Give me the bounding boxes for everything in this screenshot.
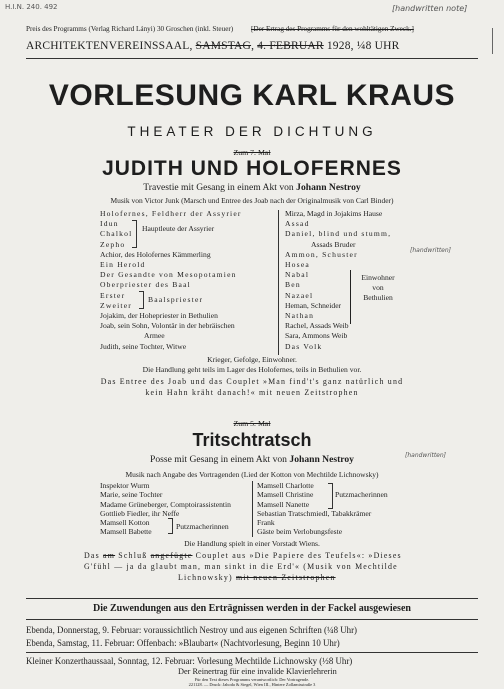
price-text: Preis des Programms (Verlag Richard Lányi) 30 Groschen (inkl. Steuer) (26, 25, 234, 33)
cast-role: Mamsell Christine (257, 490, 314, 500)
cast-role: Oberpriester des Baal (100, 280, 191, 290)
cast-role: Nazael (285, 290, 314, 300)
play1-setting: Die Handlung geht teils im Lager des Holofernes, teils in Bethulien vor. (142, 365, 362, 374)
einwohner-label: Einwohner von Bethulien (361, 273, 395, 303)
brace-bar (350, 270, 351, 324)
hall-day-struck: SAMSTAG (195, 40, 252, 52)
play1-entree-1: Das Entree des Joab und das Couplet »Man find't's ganz natürlich und (100, 377, 404, 386)
cast-role: Chalkol (100, 229, 133, 239)
cast-role: Das Volk (285, 341, 323, 351)
cast-role: Ein Herold (100, 260, 146, 270)
cast-role: Frank (257, 518, 275, 528)
performance-count-2: Zum 5. Mal (233, 419, 271, 428)
putzmacherinnen-right: Putzmacherinnen (335, 490, 388, 499)
cast-role: Armee (144, 331, 165, 341)
baalspriester-label: Baalspriester (148, 295, 204, 304)
play2-schluss-2: G'fühl — ja da glaubt man, man sinkt in die Erd'« (Musik von Mechtilde (84, 562, 398, 571)
konzert-note: Der Reinertrag für eine invalide Klavierlehrerin (178, 667, 337, 676)
cast-role: Achior, des Holofernes Kämmerling (100, 249, 211, 259)
cast-role: Ben (285, 280, 301, 290)
cast-role: Zweiter (100, 300, 133, 310)
putzmacherinnen-left: Putzmacherinnen (176, 522, 229, 531)
play1-title: JUDITH UND HOLOFERNES (102, 157, 402, 180)
footer-line-1: Für den Text dieses Programms verantwortlich: Der Vortragende. (194, 677, 310, 682)
play1-music: Musik von Victor Junk (Marsch und Entree des Joab nach der Originalmusik von Carl Binder) (110, 196, 394, 205)
cast-role: Sebastian Tratschmiedl, Tabakkrämer (257, 508, 372, 518)
cast-role: Sara, Ammons Weib (285, 331, 348, 341)
play2-setting: Die Handlung spielt in einer Vorstadt Wiens. (184, 539, 320, 548)
handwritten-margin-note: [handwritten] (405, 452, 447, 459)
cast-role: Assads Bruder (311, 239, 356, 249)
handwritten-note-top: [handwritten note] (392, 4, 468, 13)
hall-date-struck: 4. FEBRUAR (257, 40, 324, 52)
price-line (26, 25, 414, 33)
cast-role: Daniel, blind und stumm, (285, 229, 392, 239)
divider (26, 598, 478, 599)
subtitle: THEATER DER DICHTUNG (127, 124, 377, 139)
footer-line-2: 221128. — Druck: Jahoda & Siegel, Wien III., Hintere Zollamtsstraße 3 (188, 682, 316, 687)
play2-title: Tritschtratsch (192, 430, 312, 450)
cast-role: Marie, seine Tochter (100, 490, 163, 500)
cast-role: Jojakim, der Hohepriester in Bethulien (100, 311, 218, 321)
hauptleute-label: Hauptleute der Assyrier (142, 224, 215, 233)
cast-role: Mamsell Kotton (100, 518, 150, 528)
performance-count-1: Zum 7. Mal (233, 148, 271, 157)
cast-role: Nathan (285, 311, 315, 321)
play2-description: Posse mit Gesang in einem Akt von Johann Nestroy (150, 454, 354, 465)
cast-role: Heman, Schneider (285, 300, 342, 310)
main-title: VORLESUNG KARL KRAUS (48, 79, 456, 112)
cast-role: Madame Grüneberger, Comptoirassistentin (100, 499, 231, 509)
event-line: Ebenda, Donnerstag, 9. Februar: voraussichtlich Nestroy und aus eigenen Schriften (¼8 Uhr) (26, 625, 357, 635)
cast-role: Joab, sein Sohn, Volontär in der hebräischen (100, 321, 235, 331)
event-line: Ebenda, Samstag, 11. Februar: Offenbach: »Blaubart« (Nachtvorlesung, Beginn 10 Uhr) (26, 637, 340, 648)
cast-role: Mirza, Magd in Jojakims Hause (285, 209, 383, 218)
divider (26, 619, 478, 620)
play1-entree-2: kein Hahn kräht danach!« mit neuen Zeitstrophen (145, 388, 359, 397)
cast-role: Hosea (285, 260, 310, 270)
archive-signature: H.I.N. 240. 492 (5, 3, 58, 11)
cast-role: Inspektor Wurm (100, 481, 150, 490)
cast-role: Nabal (285, 270, 310, 280)
play2-music: Musik nach Angabe des Vortragenden (Lied der Kotton von Mechtilde Lichnowsky) (125, 470, 379, 479)
cast-role: Assad (285, 219, 310, 229)
cast-role: Holofernes, Feldherr der Assyrier (100, 209, 242, 218)
fackel-notice: Die Zuwendungen aus den Erträgnissen werden in der Fackel ausgewiesen (93, 603, 411, 614)
column-divider (252, 481, 253, 537)
play1-extras: Krieger, Gefolge, Einwohner. (207, 355, 297, 364)
cast-role: Judith, seine Tochter, Witwe (100, 341, 187, 351)
cast-role: Zepho (100, 239, 126, 249)
cast-role: Gäste beim Verlobungsfeste (257, 527, 343, 537)
cast-role: Gottlieb Fiedler, ihr Neffe (100, 508, 180, 518)
cast-role: Mamsell Babette (100, 527, 152, 537)
upcoming-events (26, 624, 357, 649)
cast-role: Erster (100, 290, 126, 300)
cast-role: Idun (100, 219, 119, 229)
play2-schluss-1: Das am Schluß angefügte Couplet aus »Die Papiere des Teufels«: »Dieses (84, 551, 402, 560)
column-divider (278, 210, 279, 355)
play2-schluss-3: Lichnowsky) mit neuen Zeitstrophen (178, 573, 336, 582)
cast-role: Ammon, Schuster (285, 249, 358, 259)
cast-role: Mamsell Nanette (257, 499, 310, 509)
konzert-line: Kleiner Konzerthaussaal, Sonntag, 12. Februar: Vorlesung Mechtilde Lichnowsky (½8 Uhr) (26, 656, 353, 666)
cast-role: Rachel, Assads Weib (285, 321, 349, 331)
cast-role: Der Gesandte von Mesopotamien (100, 270, 237, 280)
cast-role: Mamsell Charlotte (257, 481, 314, 490)
divider (26, 58, 478, 59)
handwritten-margin-note: [handwritten] (410, 247, 452, 254)
play1-description: Travestie mit Gesang in einem Akt von Johann Nestroy (143, 182, 361, 193)
pencil-mark (492, 28, 493, 54)
divider (26, 652, 478, 653)
price-struck: [Der Ertrag des Programms für den wohltätigen Zweck.] (250, 25, 414, 33)
hall-line: ARCHITEKTENVEREINSSAAL, SAMSTAG, 4. FEBRUAR 1928, ¼8 UHR (26, 40, 400, 52)
